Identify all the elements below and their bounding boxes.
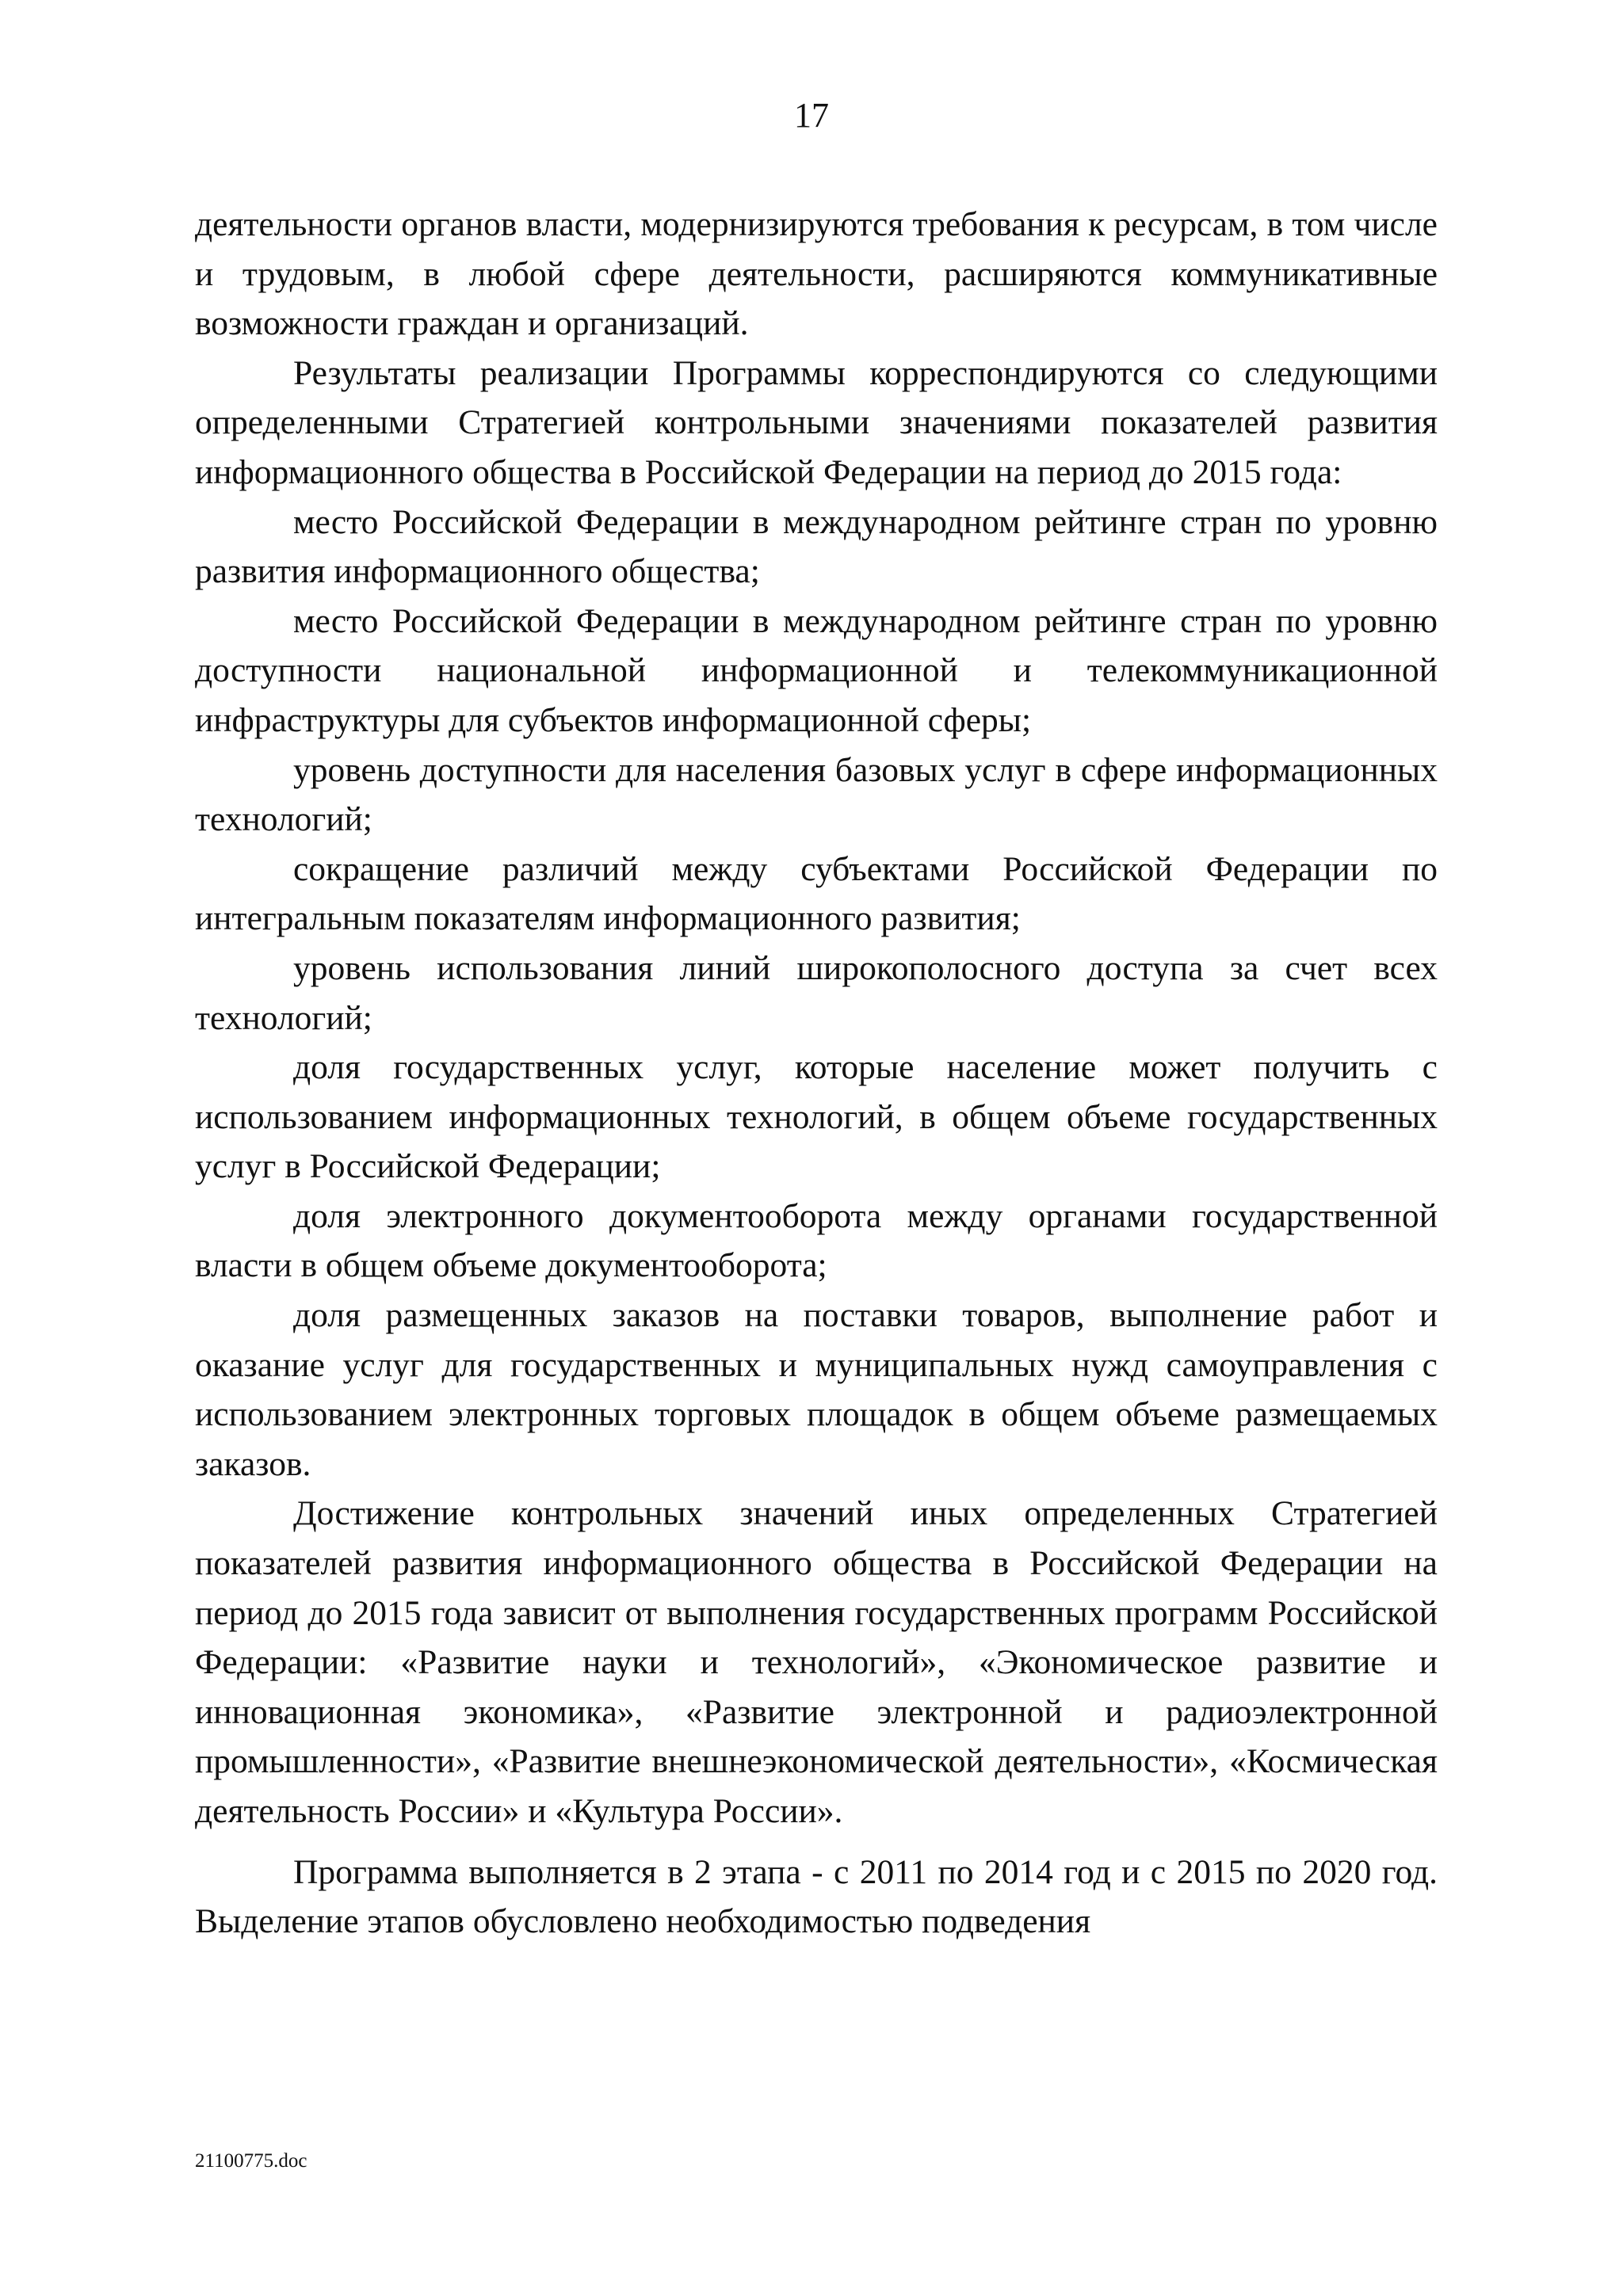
paragraph-indicator: доля электронного документооборота между органами государственной власти в общем объеме документооборота; <box>195 1196 1438 1285</box>
paragraph-indicator: уровень доступности для населения базовых услуг в сфере информационных технологий; <box>195 750 1438 839</box>
paragraph-indicator: доля государственных услуг, которые население может получить с использованием информационных технологий, в общем объеме государственных услуг в Российской Федерации; <box>195 1048 1438 1186</box>
paragraph-indicator: сокращение различий между субъектами Российской Федерации по интегральным показателям информационного развития; <box>195 849 1438 938</box>
paragraph-program-results: Результаты реализации Программы корреспондируются со следующими определенными Стратегией контрольными значениями показателей развития информационного общества в Российской Федерации на период до 2015 года: <box>195 353 1438 491</box>
paragraph-indicator: место Российской Федерации в международном рейтинге стран по уровню доступности национальной информационной и телекоммуникационной инфраструктуры для субъектов информационной сферы; <box>195 601 1438 739</box>
page-number: 17 <box>794 96 829 135</box>
document-body <box>195 200 1438 1947</box>
paragraph-indicator: доля размещенных заказов на поставки товаров, выполнение работ и оказание услуг для государственных и муниципальных нужд самоуправления с использованием электронных торговых площадок в общем объеме размещаемых заказов. <box>195 1296 1438 1483</box>
paragraph-continuation: деятельности органов власти, модернизируются требования к ресурсам, в том числе и трудовым, в любой сфере деятельности, расширяются коммуникативные возможности граждан и организаций. <box>195 205 1438 343</box>
paragraph-other-programs: Достижение контрольных значений иных определенных Стратегией показателей развития информационного общества в Российской Федерации на период до 2015 года зависит от выполнения государственных программ Российской Федерации: «Развитие науки и технологий», «Экономическое развитие и инновационная экономика», «Развитие электронной и радиоэлектронной промышленности», «Развитие внешнеэкономической деятельности», «Космическая деятельность России» и «Культура России». <box>195 1494 1438 1830</box>
paragraph-indicator: место Российской Федерации в международном рейтинге стран по уровню развития информационного общества; <box>195 502 1438 591</box>
paragraph-indicator: уровень использования линий широкополосного доступа за счет всех технологий; <box>195 948 1438 1037</box>
paragraph-program-stages: Программа выполняется в 2 этапа - с 2011 по 2014 год и с 2015 по 2020 год. Выделение этапов обусловлено необходимостью подведения <box>195 1852 1438 1941</box>
footer-filename: 21100775.doc <box>195 2150 307 2172</box>
